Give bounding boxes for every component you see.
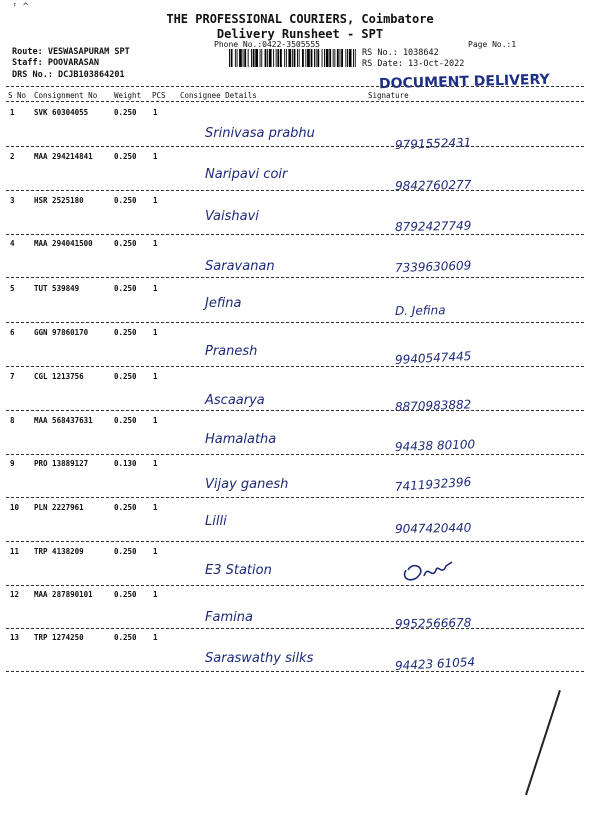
row-weight: 0.130 — [114, 459, 137, 468]
rs-date: RS Date: 13-Oct-2022 — [362, 59, 465, 69]
consignee-name: Saravanan — [205, 259, 275, 274]
row-sno: 7 — [10, 372, 15, 381]
row-weight: 0.250 — [114, 547, 137, 556]
row-sno: 8 — [10, 416, 15, 425]
page-number: Page No.:1 — [468, 40, 517, 49]
row-sno: 9 — [10, 459, 15, 468]
route: Route: VESWASAPURAM SPT — [12, 47, 130, 57]
row-divider — [6, 410, 584, 411]
row-sno: 11 — [10, 547, 20, 556]
signature-phone: D. Jefina — [394, 303, 446, 318]
consignee-name: Lilli — [205, 514, 227, 529]
col-signature: Signature — [368, 91, 409, 100]
row-pcs: 1 — [153, 459, 158, 468]
row-divider — [6, 322, 584, 323]
row-weight: 0.250 — [114, 372, 137, 381]
signature-phone: 9940547445 — [394, 349, 472, 367]
consignee-name: Srinivasa prabhu — [205, 126, 315, 141]
row-weight: 0.250 — [114, 633, 137, 642]
row-pcs: 1 — [153, 328, 158, 337]
row-pcs: 1 — [153, 590, 158, 599]
row-weight: 0.250 — [114, 152, 137, 161]
consignee-name: Jefina — [205, 296, 242, 311]
row-divider — [6, 190, 584, 191]
consignee-name: E3 Station — [205, 563, 272, 578]
row-consignment: TUT 539849 — [34, 284, 80, 293]
header-divider-bottom — [6, 101, 584, 102]
row-sno: 10 — [10, 503, 20, 512]
paper-fold — [525, 690, 600, 820]
signature-scribble — [398, 556, 458, 584]
row-sno: 13 — [10, 633, 20, 642]
row-divider — [6, 671, 584, 672]
drs-number: DRS No.: DCJB103864201 — [12, 70, 125, 80]
consignee-name: Saraswathy silks — [205, 651, 314, 666]
consignee-name: Famina — [205, 610, 253, 625]
row-consignment: MAA 568437631 — [34, 416, 93, 425]
row-weight: 0.250 — [114, 108, 137, 117]
row-consignment: MAA 294041500 — [34, 239, 93, 248]
barcode — [229, 49, 357, 67]
row-consignment: HSR 2525180 — [34, 196, 84, 205]
row-consignment: TRP 4138209 — [34, 547, 84, 556]
header-divider-top — [6, 86, 584, 87]
phone-number: Phone No.:0422-3505555 — [214, 40, 320, 49]
signature-phone: 94438 80100 — [394, 437, 476, 454]
signature-phone: 9047420440 — [394, 520, 472, 536]
row-sno: 1 — [10, 108, 15, 117]
row-consignment: SVK 60304055 — [34, 108, 89, 117]
signature-phone: 94423 61054 — [394, 654, 476, 673]
signature-phone: 9791552431 — [394, 135, 472, 152]
col-pcs: PCS — [152, 91, 166, 100]
col-weight: Weight — [114, 91, 142, 100]
row-weight: 0.250 — [114, 328, 137, 337]
row-pcs: 1 — [153, 196, 158, 205]
row-sno: 4 — [10, 239, 15, 248]
row-divider — [6, 628, 584, 629]
corner-mark: ᵎ ^ — [12, 2, 29, 12]
signature-phone: 7411932396 — [394, 474, 472, 494]
row-consignment: TRP 1274250 — [34, 633, 84, 642]
row-weight: 0.250 — [114, 284, 137, 293]
staff: Staff: POOVARASAN — [12, 58, 99, 68]
row-divider — [6, 585, 584, 586]
company-title: THE PROFESSIONAL COURIERS, Coimbatore — [166, 12, 434, 26]
row-divider — [6, 366, 584, 367]
row-divider — [6, 277, 584, 278]
row-weight: 0.250 — [114, 416, 137, 425]
runsheet-subtitle: Delivery Runsheet - SPT — [216, 27, 384, 41]
document-delivery-stamp: DOCUMENT DELIVERY — [378, 71, 550, 93]
row-consignment: MAA 294214841 — [34, 152, 93, 161]
row-consignment: MAA 287890101 — [34, 590, 93, 599]
row-divider — [6, 497, 584, 498]
row-pcs: 1 — [153, 284, 158, 293]
row-weight: 0.250 — [114, 239, 137, 248]
signature-phone: 8870983882 — [394, 397, 472, 414]
row-consignment: GGN 97860170 — [34, 328, 89, 337]
signature-phone: 8792427749 — [394, 218, 472, 234]
consignee-name: Naripavi coir — [205, 167, 288, 182]
row-sno: 5 — [10, 284, 15, 293]
col-sno: S No — [8, 91, 27, 100]
row-weight: 0.250 — [114, 503, 137, 512]
row-pcs: 1 — [153, 416, 158, 425]
row-pcs: 1 — [153, 152, 158, 161]
signature-phone: 7339630609 — [394, 258, 472, 275]
col-consignee: Consignee Details — [180, 91, 257, 100]
row-pcs: 1 — [153, 547, 158, 556]
signature-phone: 9952566678 — [394, 615, 472, 631]
consignee-name: Vaishavi — [205, 209, 259, 224]
row-pcs: 1 — [153, 503, 158, 512]
row-pcs: 1 — [153, 108, 158, 117]
col-consignment: Consignment No — [34, 91, 98, 100]
row-consignment: CGL 1213756 — [34, 372, 84, 381]
row-pcs: 1 — [153, 372, 158, 381]
consignee-name: Vijay ganesh — [205, 477, 289, 492]
consignee-name: Ascaarya — [205, 393, 265, 408]
row-sno: 2 — [10, 152, 15, 161]
row-consignment: PLN 2227961 — [34, 503, 84, 512]
signature-phone: 9842760277 — [394, 177, 472, 193]
row-sno: 3 — [10, 196, 15, 205]
rs-number: RS No.: 1038642 — [362, 48, 439, 58]
row-pcs: 1 — [153, 633, 158, 642]
row-divider — [6, 454, 584, 455]
row-sno: 6 — [10, 328, 15, 337]
row-divider — [6, 541, 584, 542]
consignee-name: Hamalatha — [205, 432, 277, 447]
row-consignment: PRO 13889127 — [34, 459, 89, 468]
row-sno: 12 — [10, 590, 20, 599]
row-weight: 0.250 — [114, 196, 137, 205]
row-weight: 0.250 — [114, 590, 137, 599]
consignee-name: Pranesh — [205, 344, 258, 359]
row-divider — [6, 146, 584, 147]
row-pcs: 1 — [153, 239, 158, 248]
row-divider — [6, 234, 584, 235]
